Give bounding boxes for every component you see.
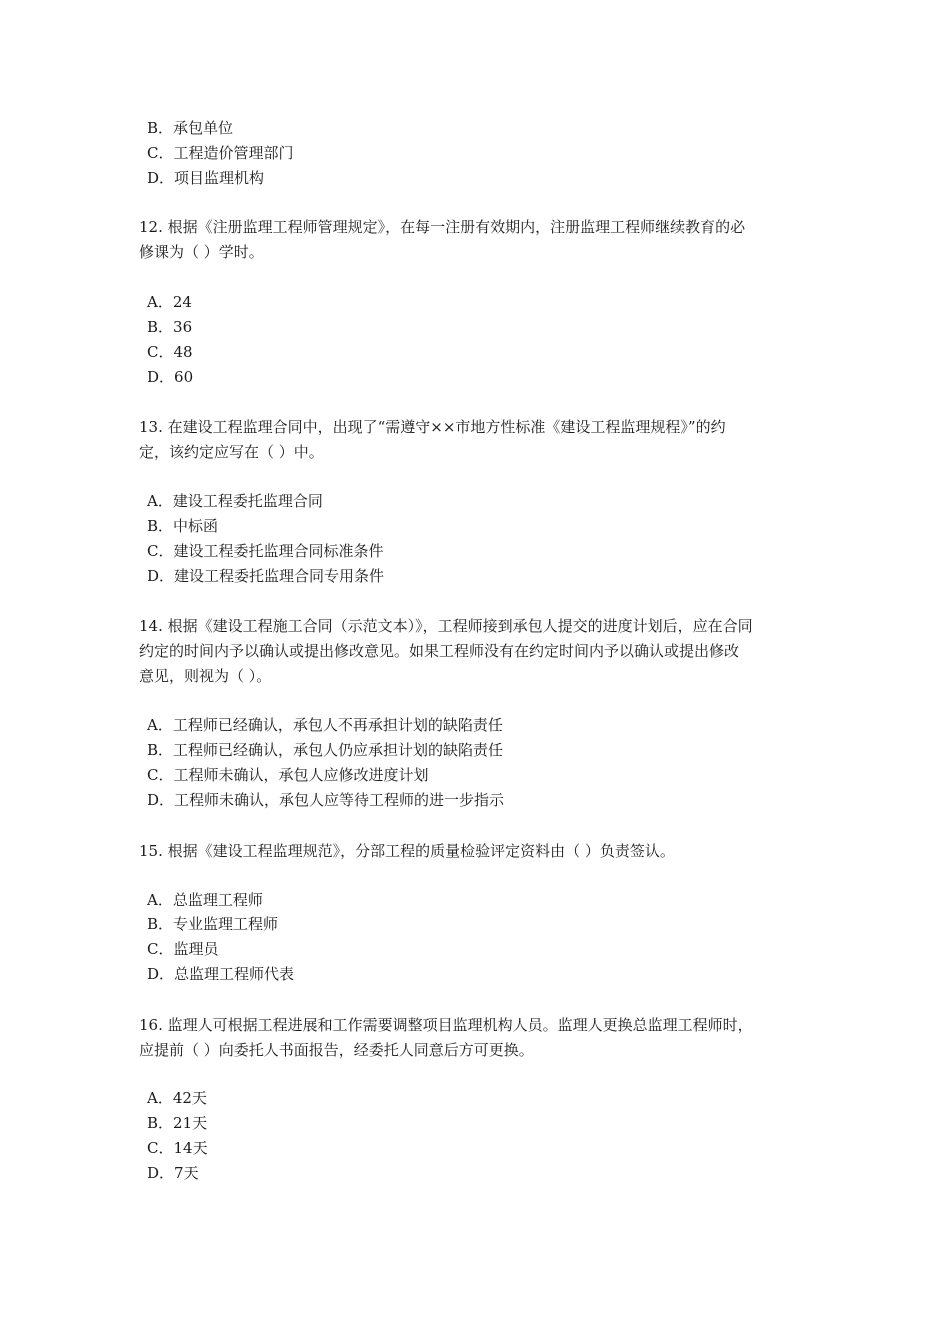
option-b: B．承包单位: [147, 119, 234, 137]
question-16-option-d: D．7天: [147, 1164, 199, 1182]
question-12: [139, 215, 815, 265]
question-15: [139, 839, 815, 864]
question-13-option-b: B．中标函: [147, 517, 219, 535]
question-13-option-d: D．建设工程委托监理合同专用条件: [147, 567, 385, 585]
question-15-option-c: C．监理员: [147, 940, 219, 958]
question-14-option-d: D．工程师未确认，承包人应等待工程师的进一步指示: [147, 791, 505, 809]
question-13-line-2: 定，该约定应写在（ ）中。: [139, 443, 324, 461]
question-12-line-1: 12. 根据《注册监理工程师管理规定》，在每一注册有效期内，注册监理工程师继续教育的必: [139, 218, 746, 236]
option-c: C．工程造价管理部门: [147, 144, 294, 162]
question-13-option-c: C．建设工程委托监理合同标准条件: [147, 542, 384, 560]
question-16-option-c: C．14天: [147, 1139, 208, 1157]
question-12-line-2: 修课为（ ）学时。: [139, 243, 264, 261]
question-16-option-b: B．21天: [147, 1114, 208, 1132]
question-14-line-2: 约定的时间内予以确认或提出修改意见。如果工程师没有在约定时间内予以确认或提出修改: [139, 642, 740, 660]
question-12-option-a: A．24: [147, 293, 192, 311]
question-13: [139, 415, 815, 465]
question-16-line-2: 应提前（ ）向委托人书面报告，经委托人同意后方可更换。: [139, 1041, 534, 1059]
option-d: D．项目监理机构: [147, 169, 265, 187]
question-14: [139, 614, 815, 689]
question-15-line-1: 15. 根据《建设工程监理规范》，分部工程的质量检验评定资料由（ ）负责签认。: [139, 842, 675, 860]
question-14-option-c: C．工程师未确认，承包人应修改进度计划: [147, 766, 429, 784]
question-13-line-1: 13. 在建设工程监理合同中，出现了“需遵守××市地方性标准《建设工程监理规程》”的约: [139, 418, 726, 436]
question-16: [139, 1013, 815, 1063]
question-12-option-c: C．48: [147, 343, 193, 361]
question-14-option-a: A．工程师已经确认，承包人不再承担计划的缺陷责任: [147, 716, 503, 734]
question-12-option-b: B．36: [147, 318, 193, 336]
question-14-option-b: B．工程师已经确认，承包人仍应承担计划的缺陷责任: [147, 741, 504, 759]
question-15-option-d: D．总监理工程师代表: [147, 965, 295, 983]
question-15-option-a: A．总监理工程师: [147, 891, 263, 909]
question-14-line-3: 意见，则视为（ ）。: [139, 667, 272, 685]
question-12-option-d: D．60: [147, 368, 194, 386]
question-13-option-a: A．建设工程委托监理合同: [147, 492, 323, 510]
question-14-line-1: 14. 根据《建设工程施工合同（示范文本）》，工程师接到承包人提交的进度计划后，应在合同: [139, 617, 753, 635]
question-16-line-1: 16. 监理人可根据工程进展和工作需要调整项目监理机构人员。监理人更换总监理工程师时，: [139, 1016, 753, 1034]
question-15-option-b: B．专业监理工程师: [147, 915, 279, 933]
question-16-option-a: A．42天: [147, 1089, 207, 1107]
